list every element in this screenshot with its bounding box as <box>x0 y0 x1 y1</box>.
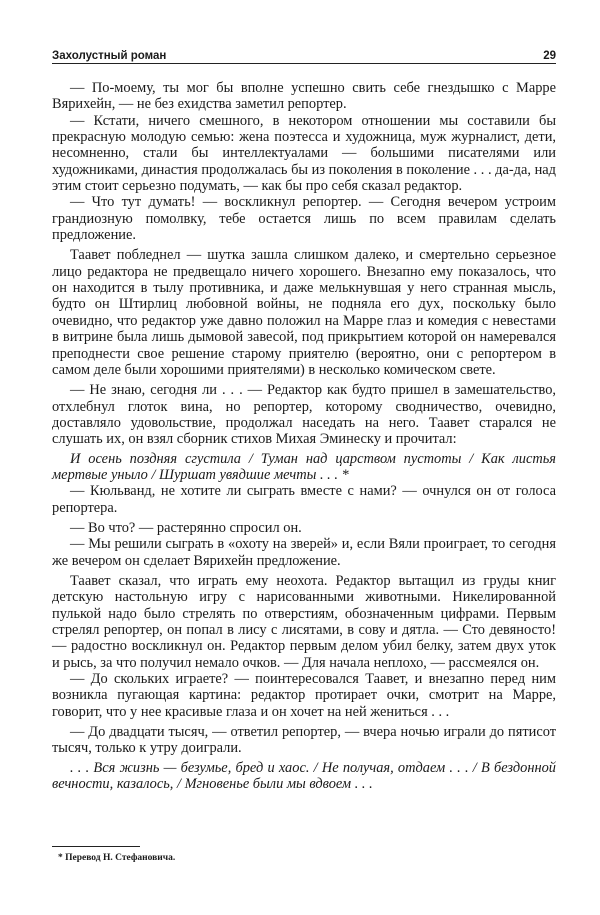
paragraph: Таавет побледнел — шутка зашла слишком далеко, и смертельно серьезное лицо редактора не предвещало ничего хорошего. Внезапно ему показалось, что он находится в тылу противника, и даже мелькнувшая у него странная мысль, будто он Штирлиц любовной войны, не подняла его дух, поскольку было очевидно, что редактор уже давно положил на Марре глаз и комедия с невестами в витрине была лишь дымовой завесой, под прикрытием которой он намеревался преподнести свое решение старому приятелю (вероятно, они с репортером в самом деле были хорошими приятелями) в несколько комическом свете. <box>52 247 556 378</box>
poem-quote: . . . Вся жизнь — безумье, бред и хаос. / Не получая, отдаем . . . / В бездонной вечности, казалось, / Мгновенье были мы вдвоем . . . <box>52 759 556 793</box>
paragraph: Таавет сказал, что играть ему неохота. Редактор вытащил из груды книг детскую настольную игру с нарисованными животными. Никелированной пулькой надо было стрелять по отверстиям, обозначенным цифрами. Первым стрелял репортер, он попал в лису с лисятами, в сову и дятла. — Сто девяносто! — радостно воскликнул он. Редактор первым делом убил белку, затем двух уток и рысь, за что получил немало очков. — Для начала неплохо, — рассмеялся он. <box>52 572 556 671</box>
paragraph: — До скольких играете? — поинтересовался Таавет, и внезапно перед ним возникла пугающая картина: редактор протирает очки, смотрит на Марре, говорит, что у нее красивые глаза и он хочет на ней жениться . . . <box>52 671 556 720</box>
paragraph: — По-моему, ты мог бы вполне успешно свить себе гнездышко с Марре Вярихейн, — не без ехидства заметил репортер. <box>52 80 556 113</box>
running-header <box>52 47 556 64</box>
paragraph: — Во что? — растерянно спросил он. <box>70 519 302 536</box>
page-body <box>52 80 556 792</box>
paragraph: — Кстати, ничего смешного, в некотором отношении мы составили бы прекрасную молодую семью: жена поэтесса и художница, муж журналист, дети, несомненно, стали бы интеллектуалами — большими писателями или художниками, династия продолжалась бы из поколения в поколение . . . да-да, над этим стоит серьезно подумать, — как бы про себя сказал редактор. <box>52 112 556 195</box>
footnote: * Перевод Н. Стефановича. <box>58 853 176 863</box>
page-number: 29 <box>543 50 556 62</box>
paragraph: — Что тут думать! — воскликнул репортер. — Сегодня вечером устроим грандиозную помолвку, тебе остается лишь по всем правилам сделать предложение. <box>52 194 556 244</box>
chapter-title: Захолустный роман <box>52 50 167 62</box>
paragraph: — До двадцати тысяч, — ответил репортер, — вчера ночью играли до пятисот тысяч, только к утру доиграли. <box>52 724 556 757</box>
footnote-divider <box>52 846 140 847</box>
paragraph: — Мы решили сыграть в «охоту на зверей» и, если Вяли проиграет, то сегодня же вечером он сделает Вярихейн предложение. <box>52 536 556 569</box>
poem-quote: И осень поздняя сгустила / Туман над царством пустоты / Как листья мертвые уныло / Шуршат увядшие мечты . . . * <box>52 450 556 483</box>
paragraph: — Не знаю, сегодня ли . . . — Редактор как будто пришел в замешательство, отхлебнул глоток вина, но репортер, которому сводничество, очевидно, доставляло удовольствие, продолжал наседать на него. Таавет старался не слушать их, он взял сборник стихов Михая Эминеску и прочитал: <box>52 382 556 448</box>
paragraph: — Кюльванд, не хотите ли сыграть вместе с нами? — очнулся он от голоса репортера. <box>52 483 556 516</box>
